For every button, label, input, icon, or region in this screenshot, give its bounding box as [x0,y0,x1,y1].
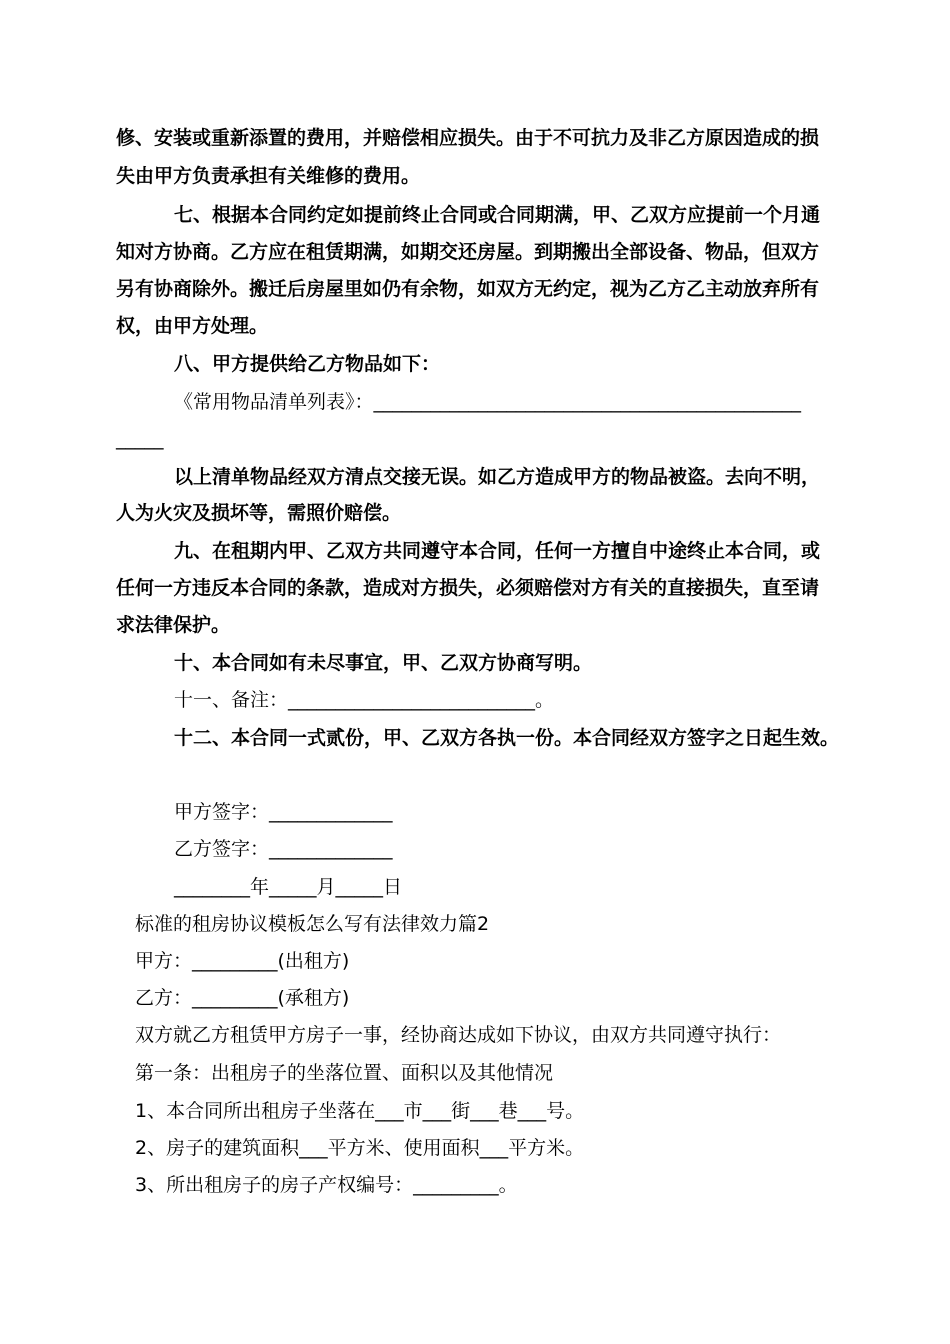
party-b-signature-line: 乙方签字：_____________ [174,838,393,860]
party-a-signature-line: 甲方签字：_____________ [174,801,393,823]
list-line: 《常用物品清单列表》：_____________________________________________ [174,391,802,413]
paragraph-line: 人为火灾及损坏等，需照价赔偿。 [116,502,402,524]
section-title: 标准的租房协议模板怎么写有法律效力篇2 [135,913,490,935]
article-item: 2、房子的建筑面积___平方米、使用面积___平方米。 [135,1137,585,1159]
paragraph-line: 修、安装或重新添置的费用，并赔偿相应损失。由于不可抗力及非乙方原因造成的损 [116,127,820,149]
party-a-line: 甲方：_________(出租方) [135,950,350,972]
paragraph-line: 失由甲方负责承担有关维修的费用。 [116,165,421,187]
paragraph-line: 知对方协商。乙方应在租赁期满，如期交还房屋。到期搬出全部设备、物品，但双方 [116,241,820,263]
paragraph-line: 九、在租期内甲、乙双方共同遵守本合同，任何一方擅自中途终止本合同，或 [174,540,821,562]
paragraph-line: 十二、本合同一式贰份，甲、乙双方各执一份。本合同经双方签字之日起生效。 [174,727,840,749]
section-heading: 八、甲方提供给乙方物品如下： [174,353,441,375]
paragraph-line: 权，由甲方处理。 [116,315,269,337]
article-item: 1、本合同所出租房子坐落在___市___街___巷___号。 [135,1100,585,1122]
paragraph-line: 以上清单物品经双方清点交接无误。如乙方造成甲方的物品被盗。去向不明， [174,466,821,488]
paragraph-line: 任何一方违反本合同的条款，造成对方损失，必须赔偿对方有关的直接损失，直至请 [116,577,820,599]
agreement-intro: 双方就乙方租赁甲方房子一事，经协商达成如下协议，由双方共同遵守执行： [135,1024,782,1046]
paragraph-line: 十、本合同如有未尽事宜，甲、乙双方协商写明。 [174,652,593,674]
paragraph-line: 求法律保护。 [116,614,231,636]
remark-line: 十一、备注：__________________________。 [174,689,555,711]
paragraph-line: 另有协商除外。搬迁后房屋里如仍有余物，如双方无约定，视为乙方乙主动放弃所有 [116,278,820,300]
paragraph-line: 七、根据本合同约定如提前终止合同或合同期满，甲、乙双方应提前一个月通 [174,204,821,226]
party-b-line: 乙方：_________(承租方) [135,987,350,1009]
article-title: 第一条：出租房子的坐落位置、面积以及其他情况 [135,1062,554,1084]
list-line-continuation: _____ [116,428,164,450]
date-line: ________年_____月_____日 [174,876,403,898]
article-item: 3、所出租房子的房子产权编号：_________。 [135,1174,518,1196]
